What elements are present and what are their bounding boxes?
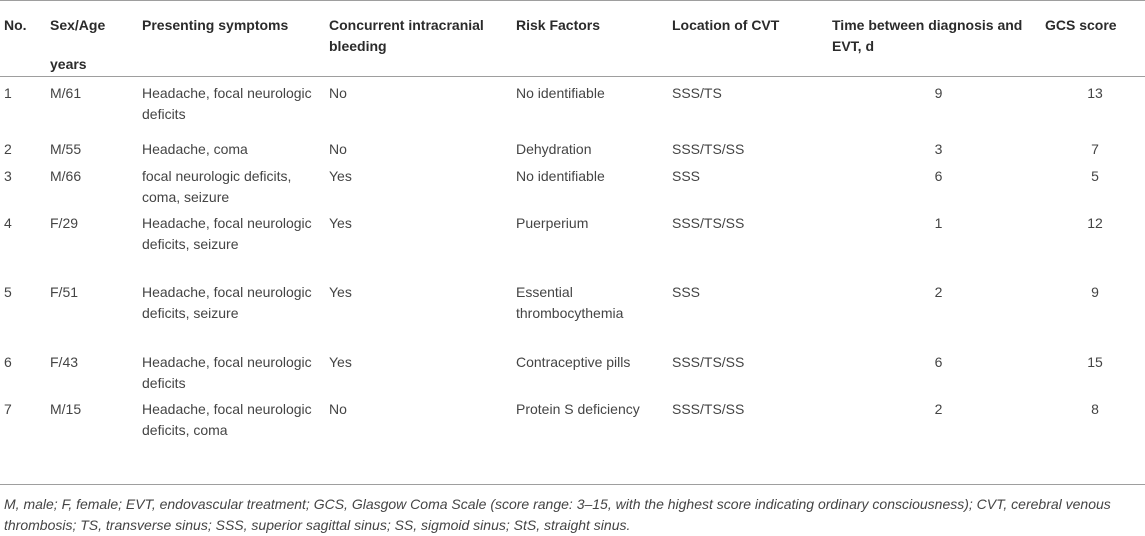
cell-symptoms: Headache, focal neurologic deficits [142, 77, 329, 137]
cell-symptoms: focal neurologic deficits, coma, seizure [142, 167, 292, 205]
cell-sex-age: F/29 [50, 214, 79, 231]
cell-risk-factors: No identifiable [516, 167, 605, 184]
cell-gcs: 12 [1087, 214, 1103, 231]
cell-location: SSS/TS/SS [672, 140, 745, 157]
table-row [0, 350, 1145, 397]
cell-time: 2 [934, 400, 943, 417]
table-row [0, 164, 1145, 211]
cell-location: SSS/TS/SS [672, 353, 745, 370]
cell-gcs: 5 [1091, 167, 1099, 184]
cell-bleeding: Yes [329, 283, 352, 300]
header-symptoms: Presenting symptoms [142, 1, 329, 77]
cell-bleeding: Yes [329, 214, 352, 231]
cell-bleeding: No [329, 77, 516, 137]
cell-no: 4 [4, 214, 12, 231]
header-location: Location of CVT [672, 1, 832, 77]
header-no: No. [0, 1, 50, 37]
cell-sex-age: M/15 [50, 400, 82, 417]
header-row [0, 1, 1145, 37]
cell-no: 6 [4, 353, 12, 370]
cell-symptoms: Headache, focal neurologic deficits, seizure [142, 283, 312, 321]
cell-symptoms: Headache, focal neurologic deficits, coma [142, 400, 312, 438]
cell-symptoms: Headache, coma [142, 140, 248, 157]
cell-risk-factors: Protein S deficiency [516, 400, 640, 417]
header-sex-age: Sex/Age [50, 1, 142, 37]
cell-location: SSS [672, 283, 701, 300]
cell-bleeding: Yes [329, 167, 352, 184]
cell-sex-age: M/55 [50, 140, 82, 157]
cell-bleeding: No [329, 140, 347, 157]
cell-risk-factors: Essential thrombocythemia [516, 283, 624, 321]
cell-time: 6 [934, 167, 943, 184]
cell-sex-age: F/51 [50, 283, 79, 300]
cell-bleeding: Yes [329, 353, 352, 370]
cell-risk-factors: Contraceptive pills [516, 353, 631, 370]
cell-no: 7 [4, 400, 12, 417]
header-bleeding: Concurrent intracranial bleeding [329, 1, 516, 77]
footnote-divider [0, 484, 1145, 485]
cell-sex-age: F/43 [50, 353, 79, 370]
cell-location: SSS/TS/SS [672, 400, 745, 417]
cell-gcs: 8 [1091, 400, 1099, 417]
cell-sex-age: M/66 [50, 167, 82, 184]
cell-sex-age: M/61 [50, 77, 142, 137]
table-body [0, 77, 1145, 466]
cell-gcs: 7 [1091, 140, 1099, 157]
cell-no: 5 [4, 283, 12, 300]
header-gcs: GCS score [1045, 1, 1145, 77]
table-row [0, 137, 1145, 164]
cell-location: SSS [672, 167, 701, 184]
cell-risk-factors: No identifiable [516, 77, 672, 137]
table-footnote: M, male; F, female; EVT, endovascular treatment; GCS, Glasgow Coma Scale (score range: 3–15, with the highest score indicating ordinary consciousness); CVT, cerebral venous thrombosis; TS, transverse sinus; SSS, superior sagittal sinus; SS, sigmoid sinus; StS, straight sinus. [4, 496, 1111, 533]
table-row [0, 77, 1145, 137]
cell-no: 1 [0, 77, 50, 137]
cell-gcs: 13 [1045, 77, 1145, 137]
table-row [0, 397, 1145, 466]
cell-risk-factors: Puerperium [516, 214, 589, 231]
cell-time: 1 [934, 214, 943, 231]
cell-symptoms: Headache, focal neurologic deficits, seizure [142, 214, 312, 252]
cell-no: 3 [4, 167, 12, 184]
cell-time: 2 [934, 283, 943, 300]
cell-time: 3 [934, 140, 943, 157]
cell-gcs: 15 [1087, 353, 1103, 370]
cell-risk-factors: Dehydration [516, 140, 592, 157]
header-time: Time between diagnosis and EVT, d [832, 1, 1045, 77]
table-row [0, 211, 1145, 280]
header-sex-age-unit: years [50, 56, 87, 72]
cell-location: SSS/TS/SS [672, 214, 745, 231]
cell-no: 2 [4, 140, 12, 157]
cell-time: 9 [832, 77, 1045, 137]
table-row [0, 280, 1145, 350]
cell-time: 6 [934, 353, 943, 370]
header-risk-factors: Risk Factors [516, 1, 672, 77]
cell-location: SSS/TS [672, 77, 832, 137]
cell-bleeding: No [329, 400, 347, 417]
cell-symptoms: Headache, focal neurologic deficits [142, 353, 312, 391]
cell-gcs: 9 [1091, 283, 1099, 300]
header-no-spacer [0, 36, 50, 77]
